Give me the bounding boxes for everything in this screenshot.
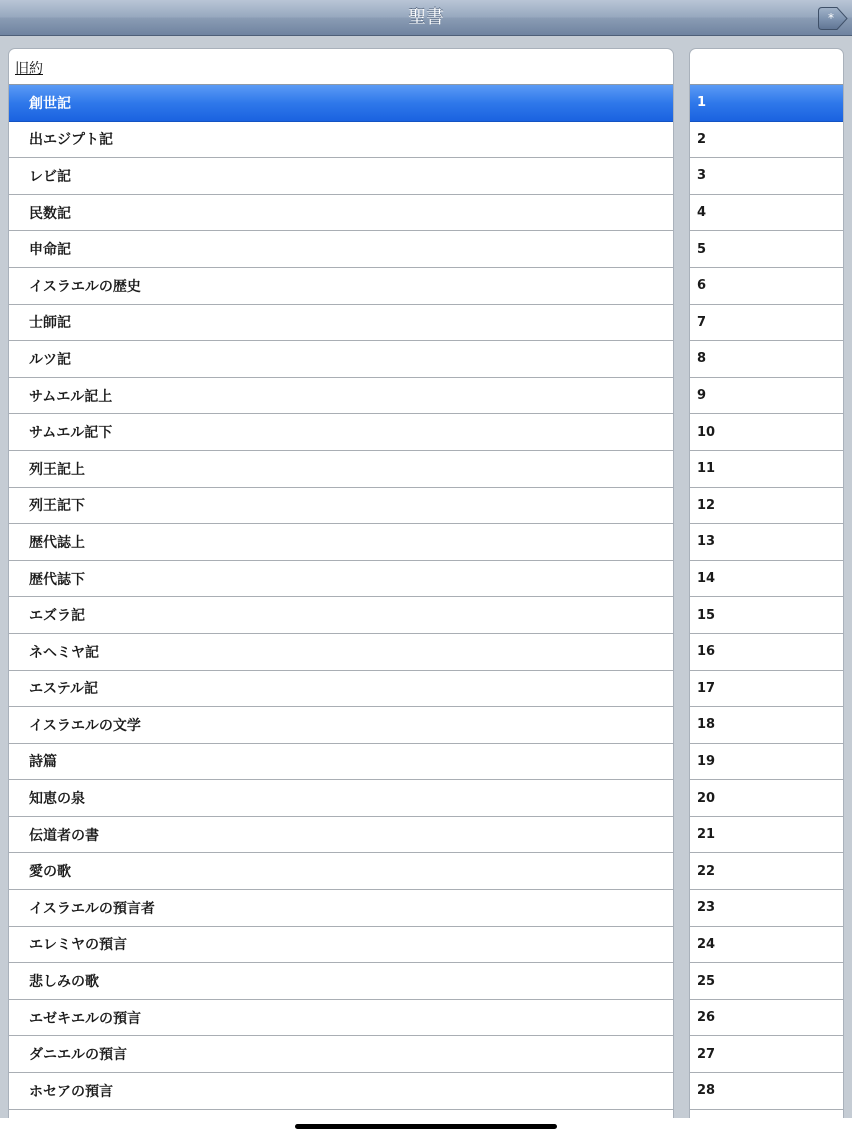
chapter-row-label: 5 (697, 241, 707, 257)
book-row-label: 列王記上 (29, 461, 85, 478)
chapter-row-label: 17 (697, 680, 716, 696)
book-row-label: 列王記下 (29, 498, 85, 515)
chapter-row[interactable] (690, 122, 843, 159)
book-row-label: ルツ記 (29, 351, 71, 368)
chapter-row[interactable] (690, 341, 843, 378)
book-row[interactable] (9, 158, 673, 195)
chapter-row[interactable] (690, 488, 843, 525)
book-row[interactable] (9, 378, 673, 415)
chapter-row[interactable] (690, 1073, 843, 1110)
book-row[interactable] (9, 414, 673, 451)
book-row-label: 民数記 (29, 205, 71, 222)
chapter-row[interactable] (690, 378, 843, 415)
chapter-row[interactable] (690, 85, 843, 122)
book-row[interactable] (9, 85, 673, 122)
chapter-row-label: 23 (697, 900, 716, 916)
chapter-row-label: 26 (697, 1010, 716, 1026)
chapter-row[interactable] (690, 890, 843, 927)
book-row[interactable] (9, 231, 673, 268)
book-row[interactable] (9, 122, 673, 159)
chapters-header (690, 49, 843, 85)
chapter-row[interactable] (690, 268, 843, 305)
book-row-label: 悲しみの歌 (29, 974, 99, 991)
chapter-row-label: 10 (697, 424, 716, 440)
chapter-row[interactable] (690, 305, 843, 342)
book-row-label: イスラエルの文学 (29, 717, 141, 734)
book-row[interactable] (9, 597, 673, 634)
book-row-label: エズラ記 (29, 608, 85, 625)
chapter-row-label: 18 (697, 717, 716, 733)
book-row[interactable] (9, 268, 673, 305)
book-row-label: 知恵の泉 (29, 791, 85, 808)
chapter-row-label: 20 (697, 790, 716, 806)
chapter-row-label: 16 (697, 644, 716, 660)
book-row-label: ダニエルの預言 (29, 1047, 127, 1064)
book-row-label: 申命記 (29, 242, 71, 259)
book-row[interactable] (9, 963, 673, 1000)
chapter-row[interactable] (690, 634, 843, 671)
book-row-label: 創世記 (29, 95, 71, 112)
book-row-label: イスラエルの預言者 (29, 900, 155, 917)
book-row-label: 歴代誌下 (29, 571, 85, 588)
book-row[interactable] (9, 524, 673, 561)
chapter-row-label: 4 (697, 205, 707, 221)
chapter-row-label: 25 (697, 973, 716, 989)
chapter-row-label: 6 (697, 278, 707, 294)
chapter-row-label: 8 (697, 351, 707, 367)
chapter-row-label: 9 (697, 388, 707, 404)
book-row[interactable] (9, 488, 673, 525)
chapter-row-label: 19 (697, 753, 716, 769)
book-row[interactable] (9, 1036, 673, 1073)
chapter-row-label: 13 (697, 534, 716, 550)
chapters-list[interactable] (689, 48, 844, 1136)
chapter-row-label: 22 (697, 863, 716, 879)
chapter-row-label: 7 (697, 314, 707, 330)
chapter-row-label: 3 (697, 168, 707, 184)
chapter-row-label: 15 (697, 607, 716, 623)
chapter-row[interactable] (690, 1036, 843, 1073)
home-indicator[interactable] (295, 1124, 557, 1129)
book-row-label: エレミヤの預言 (29, 937, 127, 954)
book-row[interactable] (9, 634, 673, 671)
chapter-row[interactable] (690, 744, 843, 781)
chapter-row-label: 2 (697, 131, 707, 147)
chapter-row[interactable] (690, 1000, 843, 1037)
chapter-row[interactable] (690, 963, 843, 1000)
book-row[interactable] (9, 853, 673, 890)
book-row-label: エゼキエルの預言 (29, 1010, 141, 1027)
chapter-row[interactable] (690, 195, 843, 232)
page-title: 聖書 (408, 7, 444, 28)
chapter-row[interactable] (690, 707, 843, 744)
book-row[interactable] (9, 817, 673, 854)
section-header-old-testament (9, 49, 673, 85)
chapter-row[interactable] (690, 597, 843, 634)
chapter-row[interactable] (690, 927, 843, 964)
book-row-label: 愛の歌 (29, 864, 71, 881)
chapter-row[interactable] (690, 158, 843, 195)
chapter-row-label: 14 (697, 571, 716, 587)
chapter-row[interactable] (690, 414, 843, 451)
book-row-label: 歴代誌上 (29, 534, 85, 551)
section-header-label: 旧約 (15, 61, 43, 77)
book-row-label: ホセアの預言 (29, 1083, 113, 1100)
book-row[interactable] (9, 707, 673, 744)
book-row[interactable] (9, 780, 673, 817)
book-row[interactable] (9, 1000, 673, 1037)
book-row[interactable] (9, 341, 673, 378)
book-row[interactable] (9, 1073, 673, 1110)
book-row-label: 伝道者の書 (29, 827, 99, 844)
book-row-label: 士師記 (29, 315, 71, 332)
chapter-row[interactable] (690, 231, 843, 268)
chapter-row[interactable] (690, 780, 843, 817)
chapter-row-label: 21 (697, 827, 716, 843)
book-row[interactable] (9, 671, 673, 708)
book-row-label: ネヘミヤ記 (29, 644, 99, 661)
books-list[interactable] (8, 48, 674, 1136)
chapter-row[interactable] (690, 524, 843, 561)
chapter-row-label: 12 (697, 497, 716, 513)
book-row[interactable] (9, 744, 673, 781)
book-row-label: サムエル記下 (29, 425, 113, 442)
bookmark-button-label: * (828, 11, 834, 25)
chapter-row-label: 28 (697, 1083, 716, 1099)
book-row[interactable] (9, 305, 673, 342)
chapter-row[interactable] (690, 451, 843, 488)
book-row[interactable] (9, 195, 673, 232)
book-row-label: 出エジプト記 (29, 132, 113, 149)
bookmark-button[interactable] (818, 7, 848, 30)
chapter-row-label: 1 (697, 95, 707, 111)
chapter-row[interactable] (690, 561, 843, 598)
chapter-row[interactable] (690, 671, 843, 708)
book-row[interactable] (9, 451, 673, 488)
book-row-label: 詩篇 (29, 754, 57, 771)
navigation-bar (0, 0, 852, 36)
chapter-row-label: 27 (697, 1046, 716, 1062)
chapter-row-label: 24 (697, 936, 716, 952)
book-row-label: エステル記 (29, 681, 99, 698)
book-row[interactable] (9, 927, 673, 964)
chapter-row-label: 11 (697, 461, 716, 477)
book-row-label: レビ記 (29, 168, 71, 185)
chapter-row[interactable] (690, 817, 843, 854)
chapter-row[interactable] (690, 853, 843, 890)
book-row-label: イスラエルの歴史 (29, 278, 141, 295)
book-row[interactable] (9, 561, 673, 598)
book-row-label: サムエル記上 (29, 388, 113, 405)
book-row[interactable] (9, 890, 673, 927)
